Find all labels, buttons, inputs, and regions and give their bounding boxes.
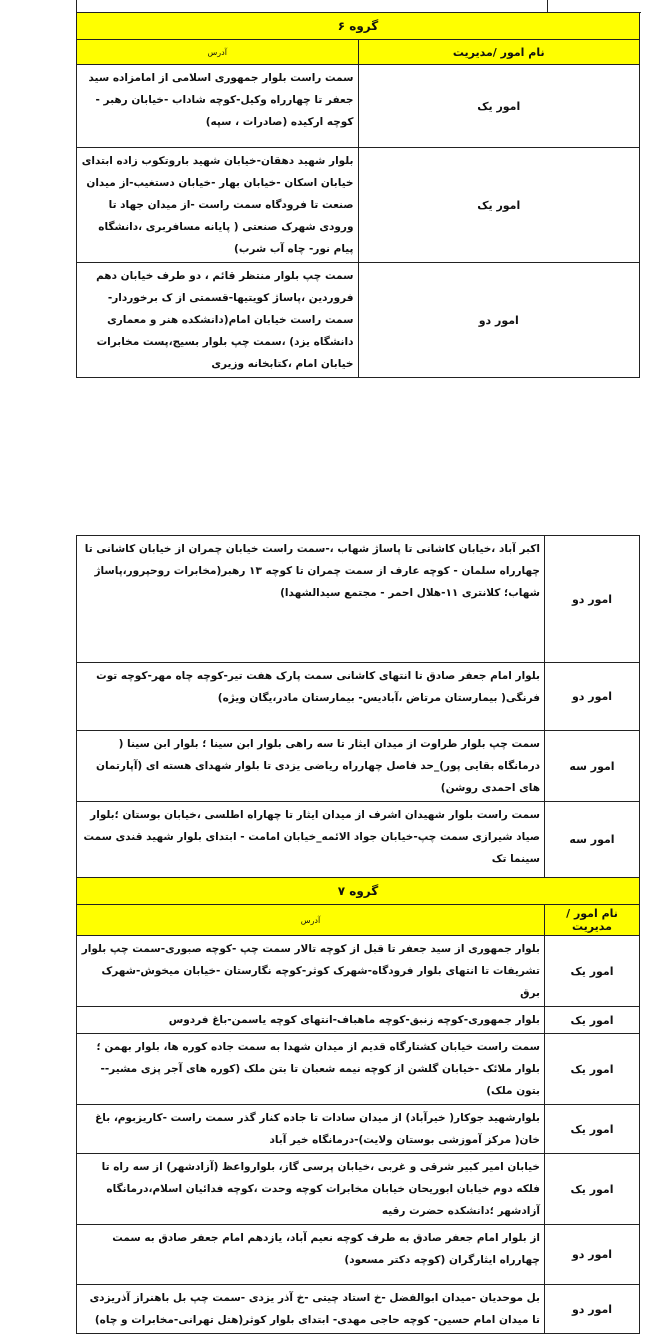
row-name: امور یک xyxy=(545,1007,640,1034)
row-name: امور دو xyxy=(545,663,640,731)
table-row xyxy=(77,148,640,263)
table-row xyxy=(77,1034,640,1105)
continued-table xyxy=(76,535,640,1334)
row-address: بلوارشهید جوکار( خیرآباد) از میدان سادات تا جاده کنار گذر سمت راست -کاریزبوم، باغ خان( مرکز آموزشی بوستان ولایت)-درمانگاه خیر آباد xyxy=(77,1105,545,1154)
row-name: امور دو xyxy=(358,263,640,378)
row-name: امور سه xyxy=(545,802,640,878)
table-row xyxy=(77,1105,640,1154)
table-row xyxy=(77,1285,640,1334)
group6-table xyxy=(76,12,640,378)
row-name: امور یک xyxy=(545,936,640,1007)
column-header-address: آدرس xyxy=(77,40,359,65)
row-name: امور یک xyxy=(358,65,640,148)
table-row xyxy=(77,65,640,148)
row-name: امور یک xyxy=(545,1105,640,1154)
row-address: اکبر آباد ،خیابان کاشانی تا پاساژ شهاب ،-سمت راست خیابان چمران از خیابان کاشانی تا چهارراه سلمان - کوچه عارف از سمت چمران تا کوچه ۱۳ رهبر(مخابرات روحپرور،پاساژ شهاب؛ کلانتری ۱۱-هلال احمر - مجتمع سیدالشهدا) xyxy=(77,536,545,663)
row-address: از بلوار امام جعفر صادق به طرف کوچه نعیم آباد، یازدهم امام جعفر صادق به سمت چهارراه ایثارگران (کوچه دکتر مسعود) xyxy=(77,1225,545,1285)
row-name: امور یک xyxy=(545,1154,640,1225)
table-row xyxy=(77,802,640,878)
table-row xyxy=(77,936,640,1007)
row-address: بلوار امام جعفر صادق تا انتهای کاشانی سمت پارک هفت تیر-کوچه چاه مهر-کوچه توت فرنگی( بیمارستان مرتاض ،آبادیس- بیمارستان مادر،یگان ویژه) xyxy=(77,663,545,731)
table-row xyxy=(77,731,640,802)
row-name: امور یک xyxy=(545,1034,640,1105)
row-address: خیابان امیر کبیر شرقی و غربی ،خیابان پرسی گاز، بلوارواعظ (آزادشهر) از سه راه تا فلکه دوم خیابان ابوریحان خیابان مخابرات کوچه وحدت ،کوچه فدائیان اسلام،درمانگاه آزادشهر ؛دانشکده حضرت رقیه xyxy=(77,1154,545,1225)
row-address: بلوار جمهوری از سید جعفر تا قبل از کوچه تالار سمت چپ -کوچه صبوری-سمت چپ بلوار تشریفات تا انتهای بلوار فرودگاه-شهرک کوثر-کوچه نگارستان -خیابان میخوش-شهرک برق xyxy=(77,936,545,1007)
group-title: گروه ۷ xyxy=(77,878,640,905)
row-address: سمت چپ بلوار منتظر قائم ، دو طرف خیابان دهم فروردین ،پاساژ کویتیها-قسمتی از ک برخوردار-سمت راست خیابان امام(دانشکده هنر و معماری دانشگاه یزد) ،سمت چپ بلوار بسیج،پست مخابرات خیابان امام ،کتابخانه وزیری xyxy=(77,263,359,378)
column-header-name: نام امور /مدیریت xyxy=(358,40,640,65)
row-address: سمت راست خیابان کشتارگاه قدیم از میدان شهدا به سمت جاده کوره ها، بلوار بهمن ؛بلوار ملائک -خیابان گلشن از کوچه نیمه شعبان تا بتن ملک (کوره های آجر پزی مشیر--بتون ملک) xyxy=(77,1034,545,1105)
row-address: بل موحدیان -میدان ابوالفضل -خ استاد چیتی -خ آذر یزدی -سمت چپ بل باهنراز آذریزدی تا میدان امام حسین- کوچه حاجی مهدی- ابتدای بلوار کوثر(هتل تهرانی-مخابرات و چاه) xyxy=(77,1285,545,1334)
table-row xyxy=(77,1154,640,1225)
row-name: امور دو xyxy=(545,536,640,663)
row-address: بلوار شهید دهقان-خیابان شهید باروتکوب زاده ابتدای خیابان اسکان -خیابان بهار -خیابان دستغیب-از میدان صنعت تا فرودگاه سمت راست -از میدان جهاد تا ورودی شهرک صنعتی ( پایانه مسافربری ،دانشگاه پیام نور- چاه آب شرب) xyxy=(77,148,359,263)
row-name: امور سه xyxy=(545,731,640,802)
table-row xyxy=(77,1225,640,1285)
column-header-address: آدرس xyxy=(77,905,545,936)
row-address: بلوار جمهوری-کوچه زنبق-کوچه ماهباف-انتهای کوچه یاسمن-باغ فردوس xyxy=(77,1007,545,1034)
column-header-name: نام امور /مدیریت xyxy=(545,905,640,936)
group-title: گروه ۶ xyxy=(77,13,640,40)
row-name: امور دو xyxy=(545,1285,640,1334)
row-address: سمت راست بلوار شهیدان اشرف از میدان ایثار تا چهاراه اطلسی ،خیابان بوستان ؛بلوار صیاد شیرازی سمت چپ-خیابان جواد الائمه_خیابان امامت - ابتدای بلوار شهید قندی سمت سینما تک xyxy=(77,802,545,878)
table-row xyxy=(77,663,640,731)
row-name: امور یک xyxy=(358,148,640,263)
row-address: سمت چپ بلوار طراوت از میدان ایثار تا سه راهی بلوار ابن سینا ؛ بلوار ابن سینا ( درمانگاه بقایی پور)_حد فاصل چهارراه ریاضی یزدی تا بلوار شهدای هسته ای (آپارتمان های احمدی روشن) xyxy=(77,731,545,802)
row-address: سمت راست بلوار جمهوری اسلامی از امامزاده سید جعفر تا چهارراه وکیل-کوچه شاداب -خیابان رهبر - کوچه ارکیده (صادرات ، سپه) xyxy=(77,65,359,148)
table-row xyxy=(77,536,640,663)
table-row xyxy=(77,1007,640,1034)
row-name: امور دو xyxy=(545,1225,640,1285)
table-row xyxy=(77,263,640,378)
